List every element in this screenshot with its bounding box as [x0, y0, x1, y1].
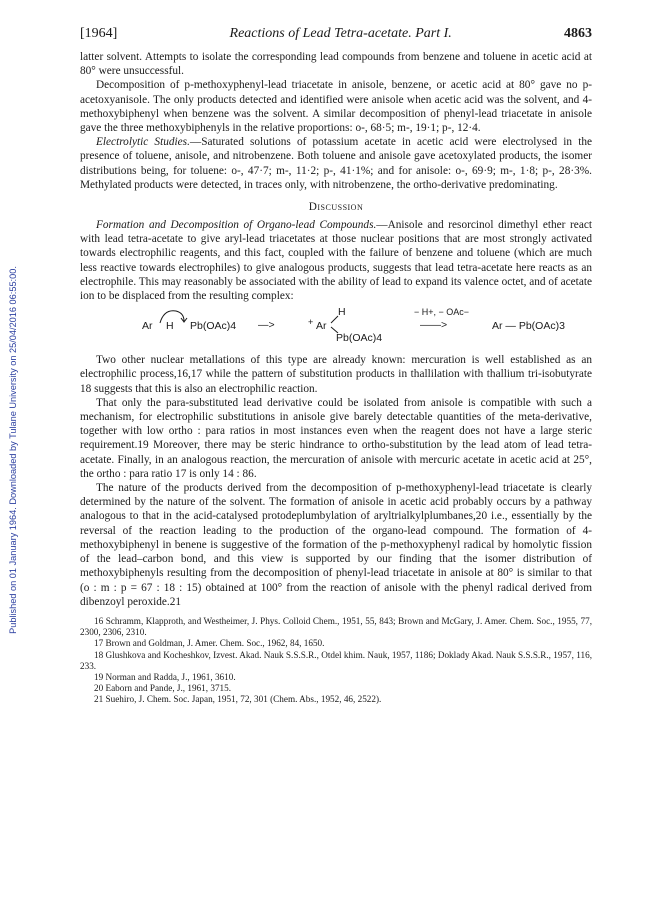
- header-year: [1964]: [80, 26, 118, 41]
- reference-20: 20 Eaborn and Pande, J., 1961, 3715.: [94, 683, 232, 694]
- references: [80, 616, 592, 706]
- section-lead-electrolytic: Electrolytic Studies.: [96, 136, 190, 149]
- eq-intermediate-aryl: Ar: [316, 320, 327, 333]
- reference-17: 17 Brown and Goldman, J. Amer. Chem. Soc., 1962, 84, 1650.: [94, 638, 325, 649]
- eq-hydrogen: H: [166, 320, 174, 333]
- reference-19: 19 Norman and Radda, J., 1961, 3610.: [94, 671, 236, 682]
- journal-page: [80, 26, 592, 706]
- electron-arrow-icon: [154, 307, 194, 329]
- eq-product: Ar — Pb(OAc)3: [492, 320, 565, 333]
- eq-aryl: Ar: [142, 320, 153, 333]
- section-lead-formation: Formation and Decomposition of Organo-lead Compounds.: [96, 219, 377, 232]
- eq-arrow-1: —>: [258, 319, 275, 332]
- paragraph-1: latter solvent. Attempts to isolate the corresponding lead compounds from benzene and toluene in acetic acid at 80° were unsuccessful.: [80, 51, 592, 78]
- eq-intermediate-h: H: [338, 306, 346, 319]
- discussion-heading: Discussion: [308, 201, 364, 214]
- running-header: [80, 26, 592, 42]
- paragraph-para-substitution: That only the para-substituted lead derivative could be isolated from anisole is compatible with such a mechanism, for electrophilic substitutions in anisole give barely detectable quantities of the meta-derivative, together with low ortho : para ratios in most instances even when the reagent does not have a large steric requirement.19 Moreover, there may be steric hindrance to ortho-substitution by the lead atom of lead tetra-acetate. Finally, in an analogous reaction, the mercuration of anisole with mercuric acetate in acetic acid at 25°, the ortho : para ratio 17 is only 14 : 86.: [80, 396, 592, 480]
- eq-reagent: Pb(OAc)4: [190, 320, 237, 333]
- formation-text: —Anisole and resorcinol dimethyl ether react with lead tetra-acetate to give aryl-lead triacetates at those nuclear positions that are most strongly activated towards electrophilic reagents, and this fact, coupled with the failure of benzene and toluene (which are much less reactive towards electrophiles) to give analogous products, suggests that lead tetra-acetate here reacts as an electrophile. This may reasonably be associated with the ability of lead to expand its valence octet, and of acetate ion to be displaced from the resulting complex:: [80, 219, 592, 303]
- paragraph-2: Decomposition of p-methoxyphenyl-lead triacetate in anisole, benzene, or acetic acid at 80° gave no p-acetoxyanisole. The only products detected and identified were anisole when acetic acid was the solvent, and 4-methoxybiphenyl when benzene was the solvent. A similar decomposition of phenyl-lead triacetate in anisole gave the three methoxybiphenyls in the relative proportions: o-, 68·5; m-, 19·1; p-, 12·4.: [80, 79, 592, 135]
- reference-18: 18 Glushkova and Kocheshkov, Izvest. Akad. Nauk S.S.S.R., Otdel khim. Nauk, 1957, 1186; Doklady Akad. Nauk S.S.S.R., 1957, 116, 233.: [80, 649, 592, 671]
- reference-16: 16 Schramm, Klapproth, and Westheimer, J. Phys. Colloid Chem., 1951, 55, 843; Brown and McGary, J. Amer. Chem. Soc., 1955, 77, 2300, 2306, 2310.: [80, 615, 592, 638]
- paragraph-mercuration: Two other nuclear metallations of this type are already known: mercuration is well established as an electrophilic process,16,17 while the pattern of substitution products in thallilation with thallium tri-isobutyrate 18 suggests that this is also an electrophilic reaction.: [80, 354, 592, 395]
- electrolytic-text: —Saturated solutions of potassium acetate in acetic acid were electrolysed in the presence of toluene, anisole, and nitrobenzene. Both toluene and anisole gave acetoxylated products, the isomer distributions being, for toluene: o-, 47·7; m-, 11·2; p-, 41·1%; and for anisole: o-, 69·9; m-, 1·8; p-, 28·3%. Methylated products were detected, in traces only, with nitrobenzene, the ortho-derivative predominating.: [80, 136, 592, 191]
- reference-21: 21 Suehiro, J. Chem. Soc. Japan, 1951, 72, 301 (Chem. Abs., 1952, 46, 2522).: [94, 694, 382, 705]
- eq-charge: +: [308, 317, 314, 328]
- paragraph-decomposition: The nature of the products derived from the decomposition of p-methoxyphenyl-lead triacetate is clearly determined by the nature of the solvent. The formation of anisole in acetic acid probably occurs by a pathway analogous to that in the acid-catalysed protodeplumbylation of aryltrialkylplumbanes,20 i.e., essentially by the reversal of the reaction leading to the production of the organo-lead compound. The formation of 4-methoxybiphenyl in benene is suggestive of the formation of the p-methoxyphenyl radical by homolytic fission of the lead–carbon bond, and this view is supported by our finding that the isomer distribution of methoxybiphenyls resulting from the decomposition of phenyl-lead triacetate in anisole at 80° is similar to that (o : m : p = 67 : 18 : 15) obtained at 100° from the reaction of anisole with the phenyl radical derived from dibenzoyl peroxide.21: [80, 482, 592, 608]
- eq-arrow-2: ——>: [420, 319, 448, 332]
- reaction-scheme: [80, 307, 592, 347]
- eq-intermediate-pb: Pb(OAc)4: [336, 332, 383, 345]
- page-number: 4863: [564, 26, 592, 41]
- paragraph-formation: [80, 218, 592, 303]
- download-watermark: [6, 150, 20, 750]
- eq-arrow-2-label: − H+, − OAc−: [414, 307, 470, 318]
- download-note: Published on 01 January 1964. Downloaded by Tulane University on 25/04/2016 06:55:00.: [8, 266, 18, 634]
- paragraph-electrolytic: [80, 135, 592, 192]
- header-title: Reactions of Lead Tetra-acetate. Part I.: [229, 26, 452, 41]
